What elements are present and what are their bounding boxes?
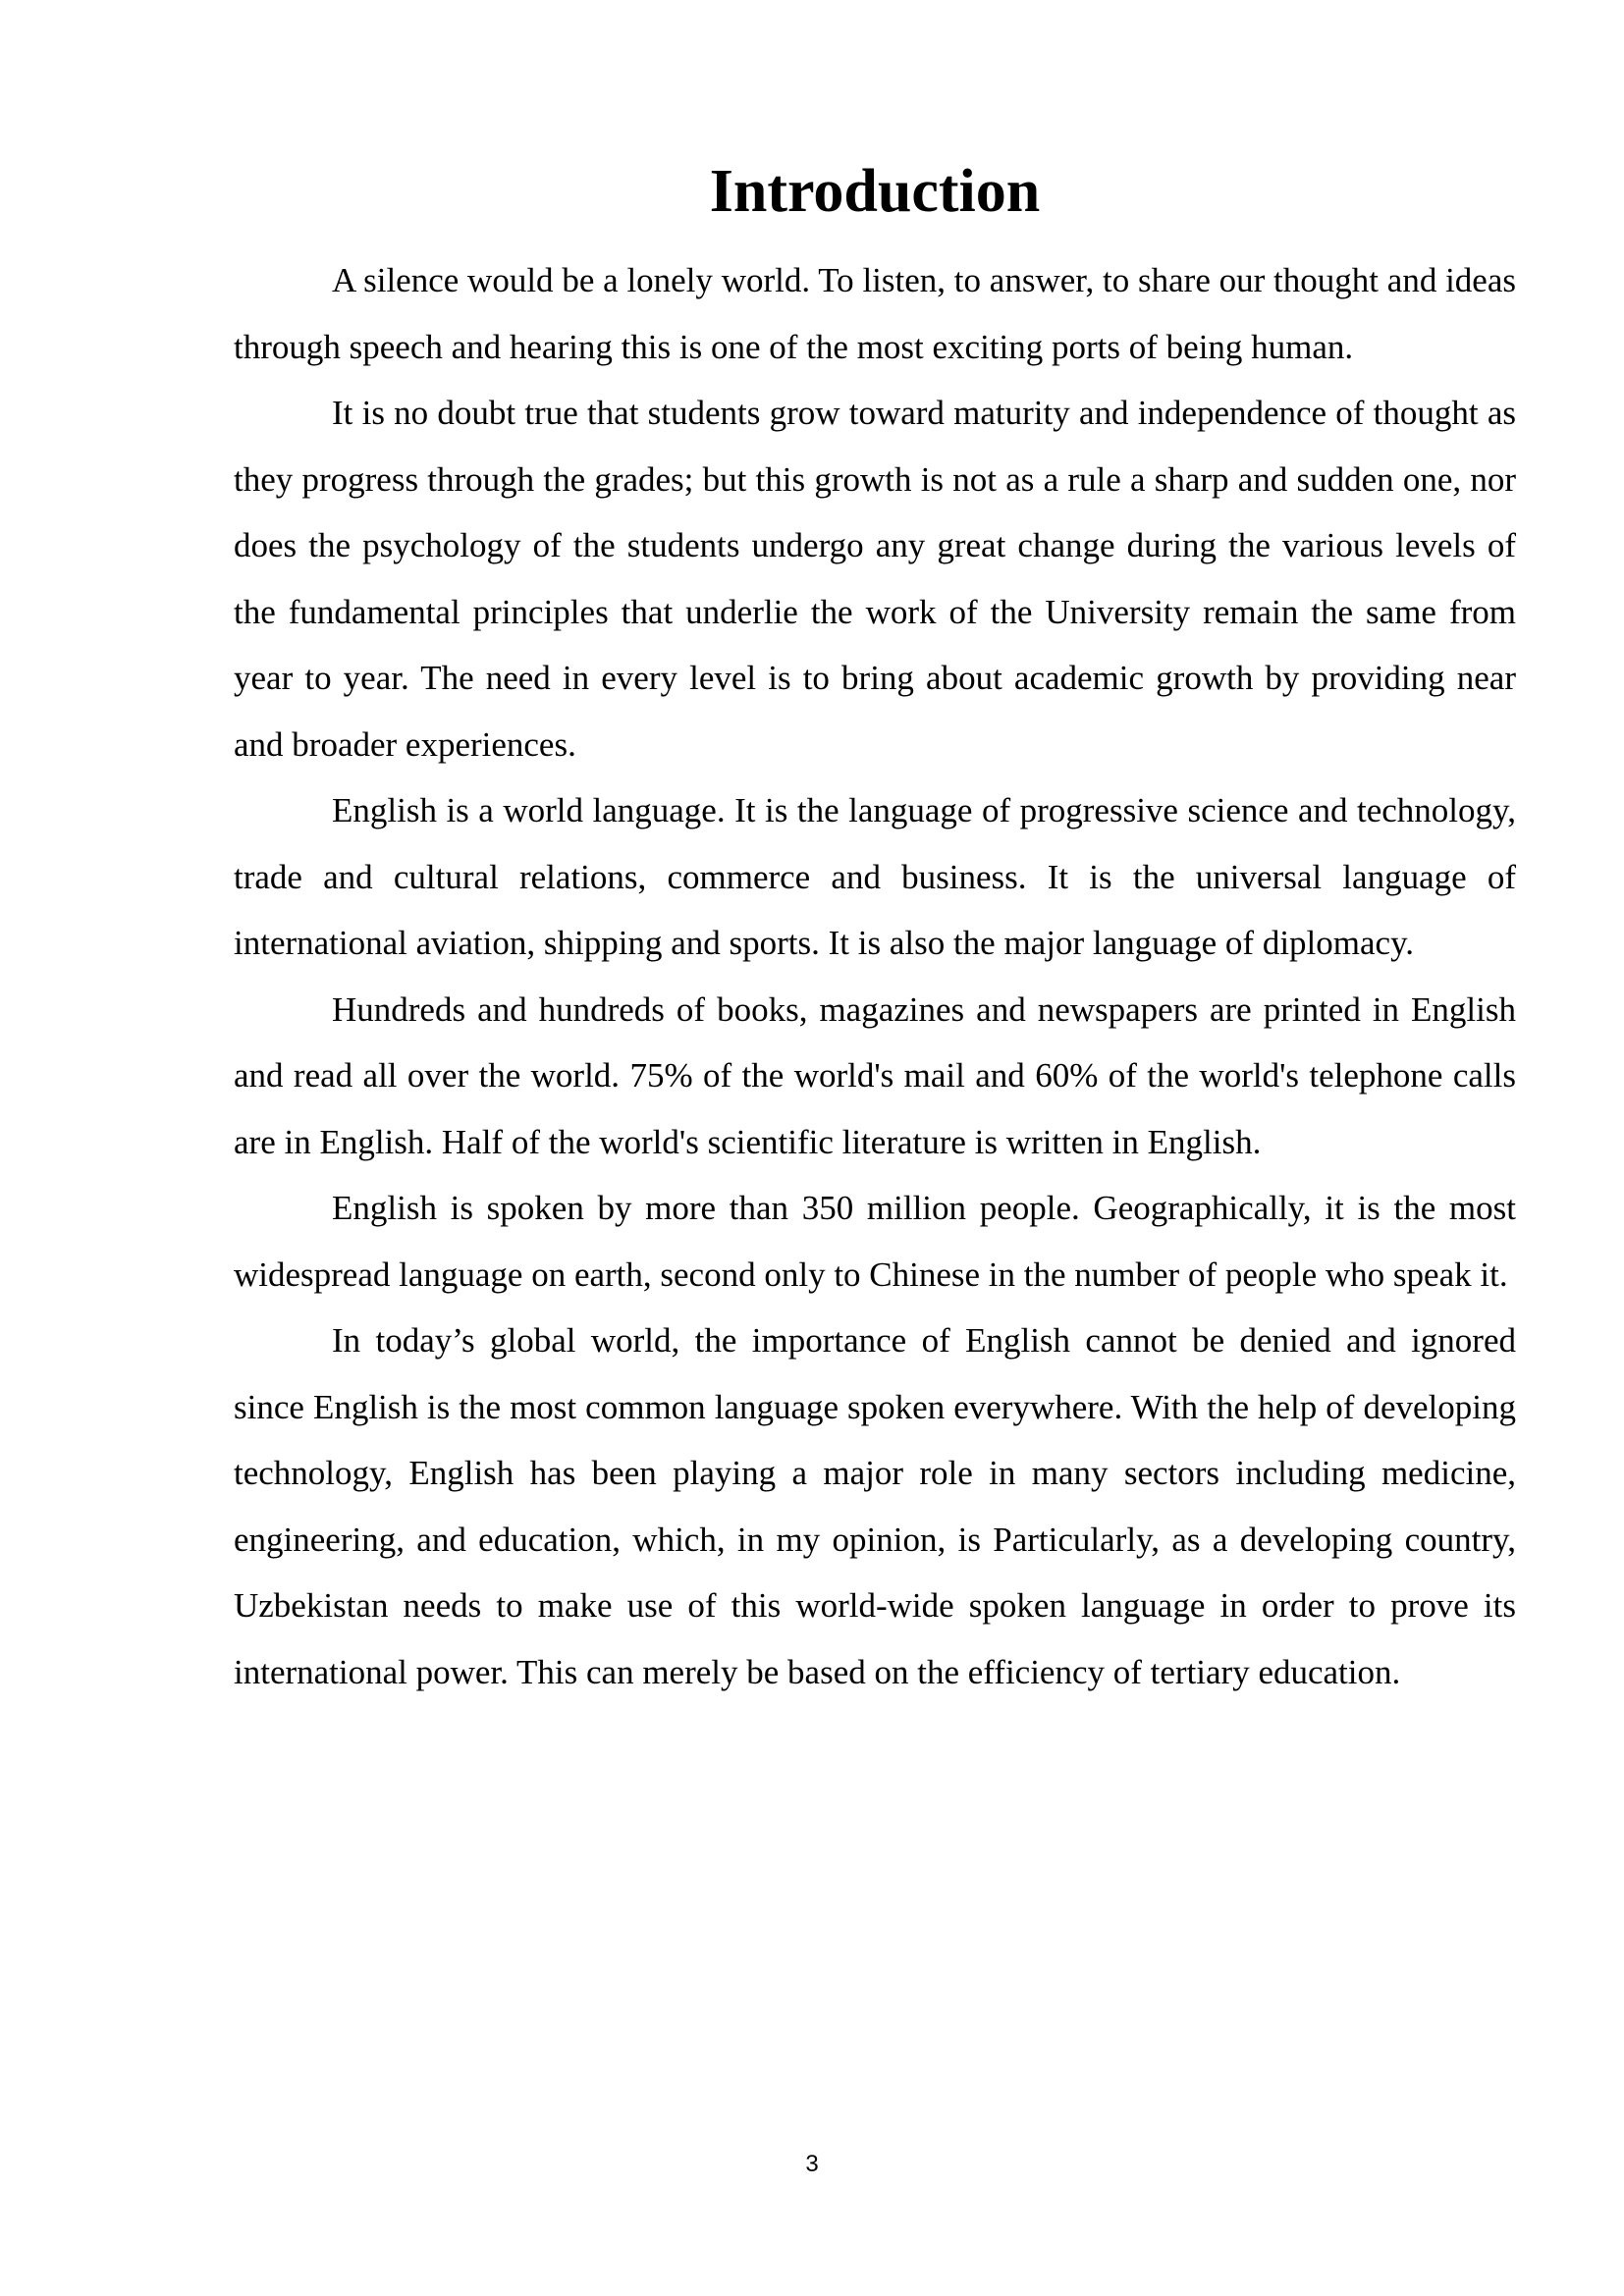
page-title: Introduction	[709, 158, 1041, 225]
paragraph-3: English is a world language. It is the language of progressive science and technology, trade and cultural relations, commerce and business. It is the universal language of international aviation, shipping and sports. It is also the major language of diplomacy.	[234, 791, 1516, 962]
paragraph-6: In today’s global world, the importance of English cannot be denied and ignored since English is the most common language spoken everywhere. With the help of developing technology, English has been playing a major role in many sectors including medicine, engineering, and education, which, in my opinion, is Particularly, as a developing country, Uzbekistan needs to make use of this world-wide spoken language in order to prove its international power. This can merely be based on the efficiency of tertiary education.	[234, 1321, 1516, 1691]
paragraph-2: It is no doubt true that students grow toward maturity and independence of thought as they progress through the grades; but this growth is not as a rule a sharp and sudden one, nor does the psychology of the students undergo any great change during the various levels of the fundamental principles that underlie the work of the University remain the same from year to year. The need in every level is to bring about academic growth by providing near and broader experiences.	[234, 394, 1516, 764]
paragraph-1: A silence would be a lonely world. To listen, to answer, to share our thought and ideas through speech and hearing this is one of the most exciting ports of being human.	[234, 261, 1516, 366]
document-body	[234, 247, 1516, 1705]
page-number: 3	[805, 2151, 819, 2177]
paragraph-5: English is spoken by more than 350 million people. Geographically, it is the most widespread language on earth, second only to Chinese in the number of people who speak it.	[234, 1189, 1516, 1294]
paragraph-4: Hundreds and hundreds of books, magazines and newspapers are printed in English and read all over the world. 75% of the world's mail and 60% of the world's telephone calls are in English. Half of the world's scientific literature is written in English.	[234, 989, 1516, 1161]
